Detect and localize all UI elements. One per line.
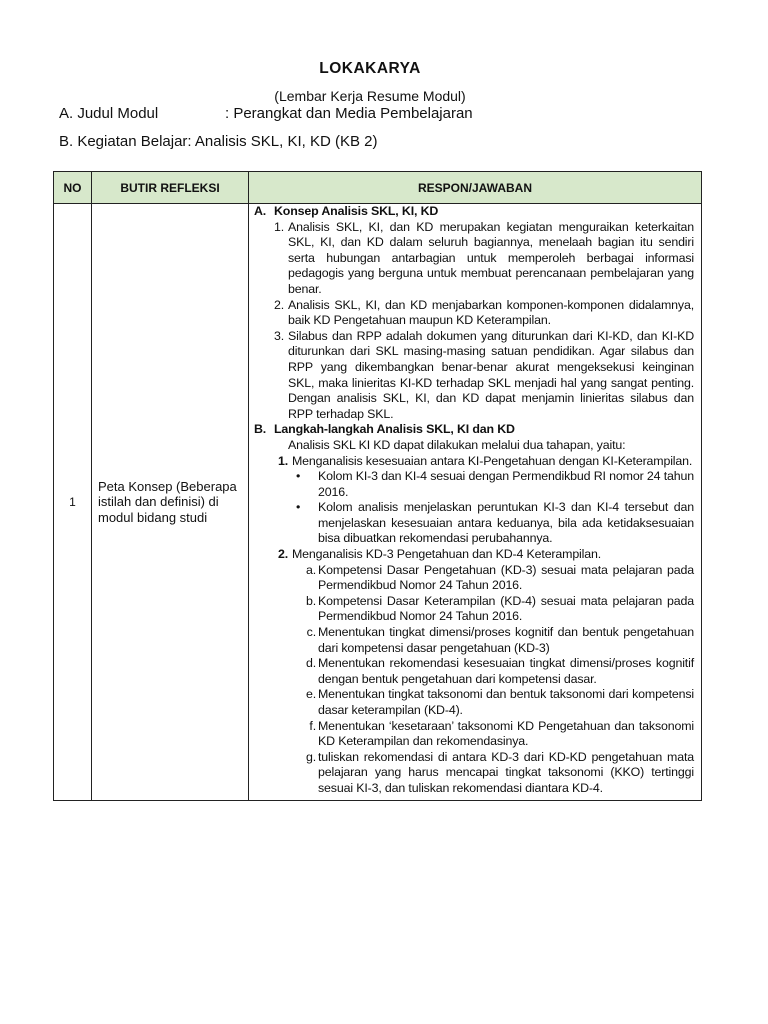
step-1: 1. Menganalisis kesesuaian antara KI-Pengetahuan dengan KI-Keterampilan.	[277, 453, 693, 468]
list-item: b. Kompetensi Dasar Keterampilan (KD-4) sesuai mata pelajaran pada Permendikbud Nomor 24 Tahun 2016.	[305, 593, 694, 624]
row-number: 1	[54, 204, 92, 801]
table-row	[54, 204, 702, 801]
list-item: f. Menentukan ‘kesetaraan’ taksonomi KD Pengetahuan dan taksonomi KD Keterampilan dan rekomendasinya.	[309, 718, 694, 749]
page-title: LOKAKARYA	[319, 60, 421, 77]
table-header-row	[54, 172, 702, 204]
judul-modul-value: : Perangkat dan Media Pembelajaran	[225, 105, 473, 122]
list-item: a. Kompetensi Dasar Pengetahuan (KD-3) sesuai mata pelajaran pada Permendikbud Nomor 24 Tahun 2016.	[305, 562, 694, 593]
list-item: 3. Silabus dan RPP adalah dokumen yang diturunkan dari KI-KD, dan KI-KD diturunkan dari SKL masing-masing satuan pendidikan. Agar silabus dan RPP yang dikembangkan benar-benar akurat mengeksekusi keinginan SKL, maka linieritas KI-KD terhadap SKL menjadi hal yang sangat penting. Dengan analisis SKL, KI, dan KD dapat menjamin linieritas silabus dan RPP terhadap SKL.	[273, 328, 694, 421]
list-item: c. Menentukan tingkat dimensi/proses kognitif dan bentuk pengetahuan dari kompetensi dasar pengetahuan (KD-3)	[306, 625, 694, 655]
section-a-list	[273, 219, 694, 423]
list-item: g. tuliskan rekomendasi di antara KD-3 dari KD-KD pengetahuan mata pelajaran yang harus mencapai tingkat taksonomi (KKO) tertinggi sesuai KI-3, dan tuliskan rekomendasi diantara KD-4.	[305, 749, 694, 795]
judul-modul-line	[59, 105, 473, 122]
step-2: 2. Menganalisis KD-3 Pengetahuan dan KD-4 Keterampilan.	[277, 547, 602, 562]
list-item: • Kolom analisis menjelaskan peruntukan KI-3 dan KI-4 tersebut dan menjelaskan kesesuaian antara keduanya, bila ada ketidaksesuaian bisa dibuatkan rekomendasi perubahannya.	[318, 500, 694, 547]
header-butir-refleksi: BUTIR REFLEKSI	[92, 172, 249, 204]
step-1-bullets	[318, 469, 694, 547]
section-b-heading: B. Langkah-langkah Analisis SKL, KI dan KD	[254, 422, 515, 437]
page-subtitle: (Lembar Kerja Resume Modul)	[274, 88, 466, 104]
kegiatan-belajar-line	[59, 133, 378, 150]
kegiatan-belajar-label: B. Kegiatan Belajar	[59, 133, 188, 150]
header-respon-jawaban: RESPON/JAWABAN	[249, 172, 702, 204]
section-a-heading: A. Konsep Analisis SKL, KI, KD	[254, 204, 439, 218]
header-no: NO	[54, 172, 92, 204]
section-b-intro: Analisis SKL KI KD dapat dilakukan melalui dua tahapan, yaitu:	[288, 437, 626, 452]
butir-refleksi-cell: Peta Konsep (Beberapa istilah dan definisi) di modul bidang studi	[92, 204, 249, 801]
list-item: 1. Analisis SKL, KI, dan KD merupakan kegiatan menguraikan keterkaitan SKL, KI, dan KD dalam seluruh bagiannya, menelaah bagian itu sendiri serta hubungan antarbagian untuk memperoleh berbagai informasi pedagogis yang berguna untuk membuat perencanaan pembelajaran yang benar.	[273, 219, 694, 296]
judul-modul-label: A. Judul Modul	[59, 105, 159, 122]
list-item: 2. Analisis SKL, KI, dan KD menjabarkan komponen-komponen didalamnya, baik KD Pengetahuan maupun KD Keterampilan.	[273, 297, 694, 328]
list-item: • Kolom KI-3 dan KI-4 sesuai dengan Permendikbud RI nomor 24 tahun 2016.	[318, 469, 694, 500]
respon-cell	[249, 204, 702, 801]
list-item: d. Menentukan rekomendasi kesesuaian tingkat dimensi/proses kognitif dengan bentuk pengetahuan dari kompetensi dasar.	[305, 656, 694, 686]
list-item: e. Menentukan tingkat taksonomi dan bentuk taksonomi dari kompetensi dasar keterampilan (KD-4).	[305, 687, 694, 717]
refleksi-table	[53, 171, 702, 801]
step-2-list	[305, 562, 694, 797]
kegiatan-belajar-value: : Analisis SKL, KI, KD (KB 2)	[187, 133, 378, 150]
